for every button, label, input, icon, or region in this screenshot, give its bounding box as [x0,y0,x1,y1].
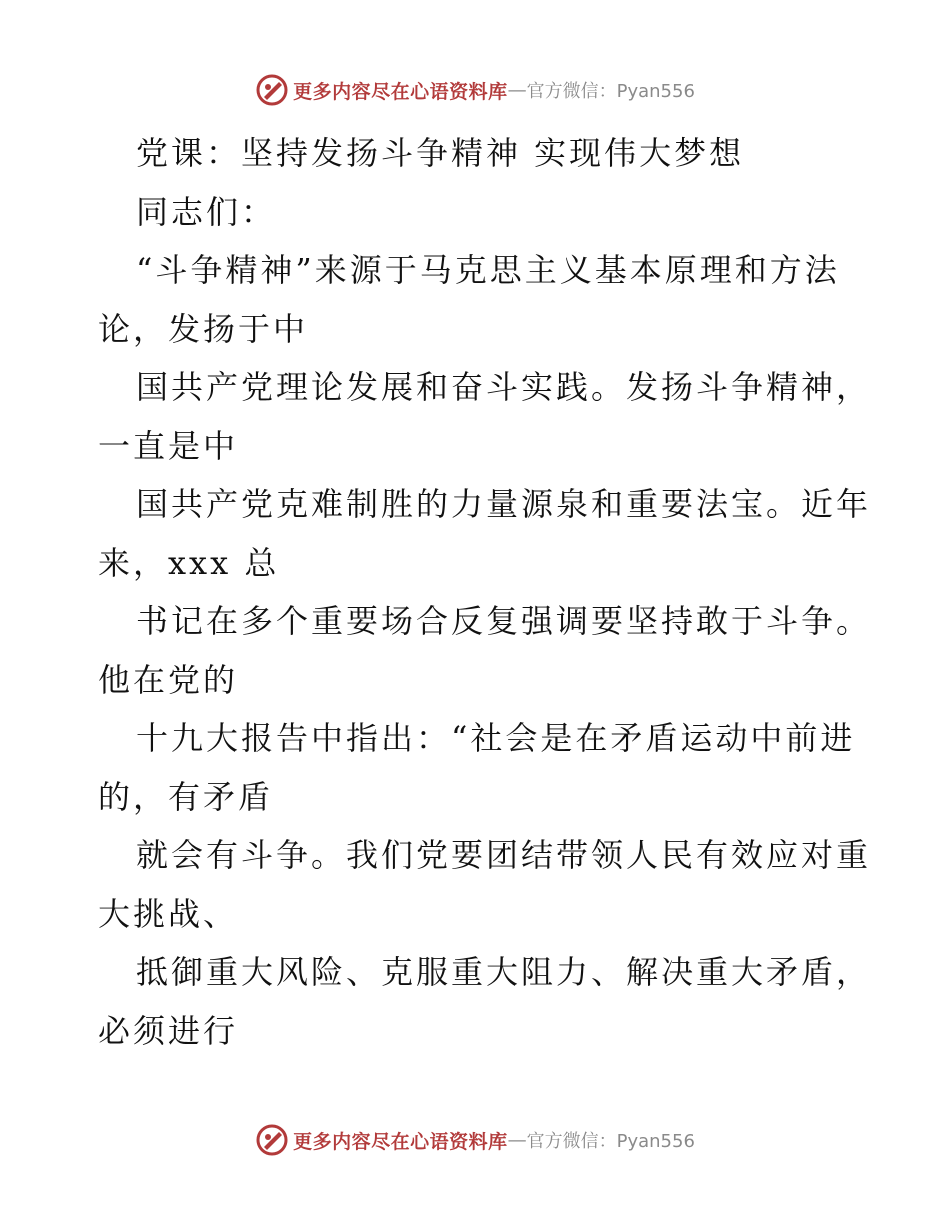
document-body [98,124,872,1060]
banner-site-text: 更多内容尽在心语资料库 [293,1130,508,1153]
doc-line: 国共产党理论发展和奋斗实践。发扬斗争精神， [136,368,872,406]
doc-line: 抵御重大风险、克服重大阻力、解决重大矛盾， [136,953,872,991]
doc-line: 的，有矛盾 [98,777,274,816]
doc-line: 一直是中 [98,426,239,465]
banner-dash: — [507,79,527,101]
doc-line: 同志们： [136,192,277,231]
doc-line: 他在党的 [98,660,239,699]
banner-wechat-text: 官方微信：Pyan556 [526,81,695,102]
logo-icon [255,73,289,107]
footer-banner [0,1120,950,1160]
doc-line: 书记在多个重要场合反复强调要坚持敢于斗争。 [136,602,872,640]
banner-site-text: 更多内容尽在心语资料库 [293,80,508,103]
header-banner [0,70,950,110]
doc-title: 党课：坚持发扬斗争精神 实现伟大梦想 [136,134,745,172]
logo-icon [255,1123,289,1157]
banner-dash: — [507,1129,527,1151]
doc-line: 十九大报告中指出：“社会是在矛盾运动中前进 [136,719,856,757]
doc-line: 来，xxx 总 [98,543,280,582]
doc-line: 就会有斗争。我们党要团结带领人民有效应对重 [136,836,872,874]
banner-wechat-text: 官方微信：Pyan556 [526,1131,695,1152]
doc-line: “斗争精神”来源于马克思主义基本原理和方法 [136,251,840,289]
doc-line: 必须进行 [98,1011,239,1050]
doc-line: 论，发扬于中 [98,309,309,348]
doc-line: 大挑战、 [98,894,239,933]
doc-line: 国共产党克难制胜的力量源泉和重要法宝。近年 [136,485,872,523]
